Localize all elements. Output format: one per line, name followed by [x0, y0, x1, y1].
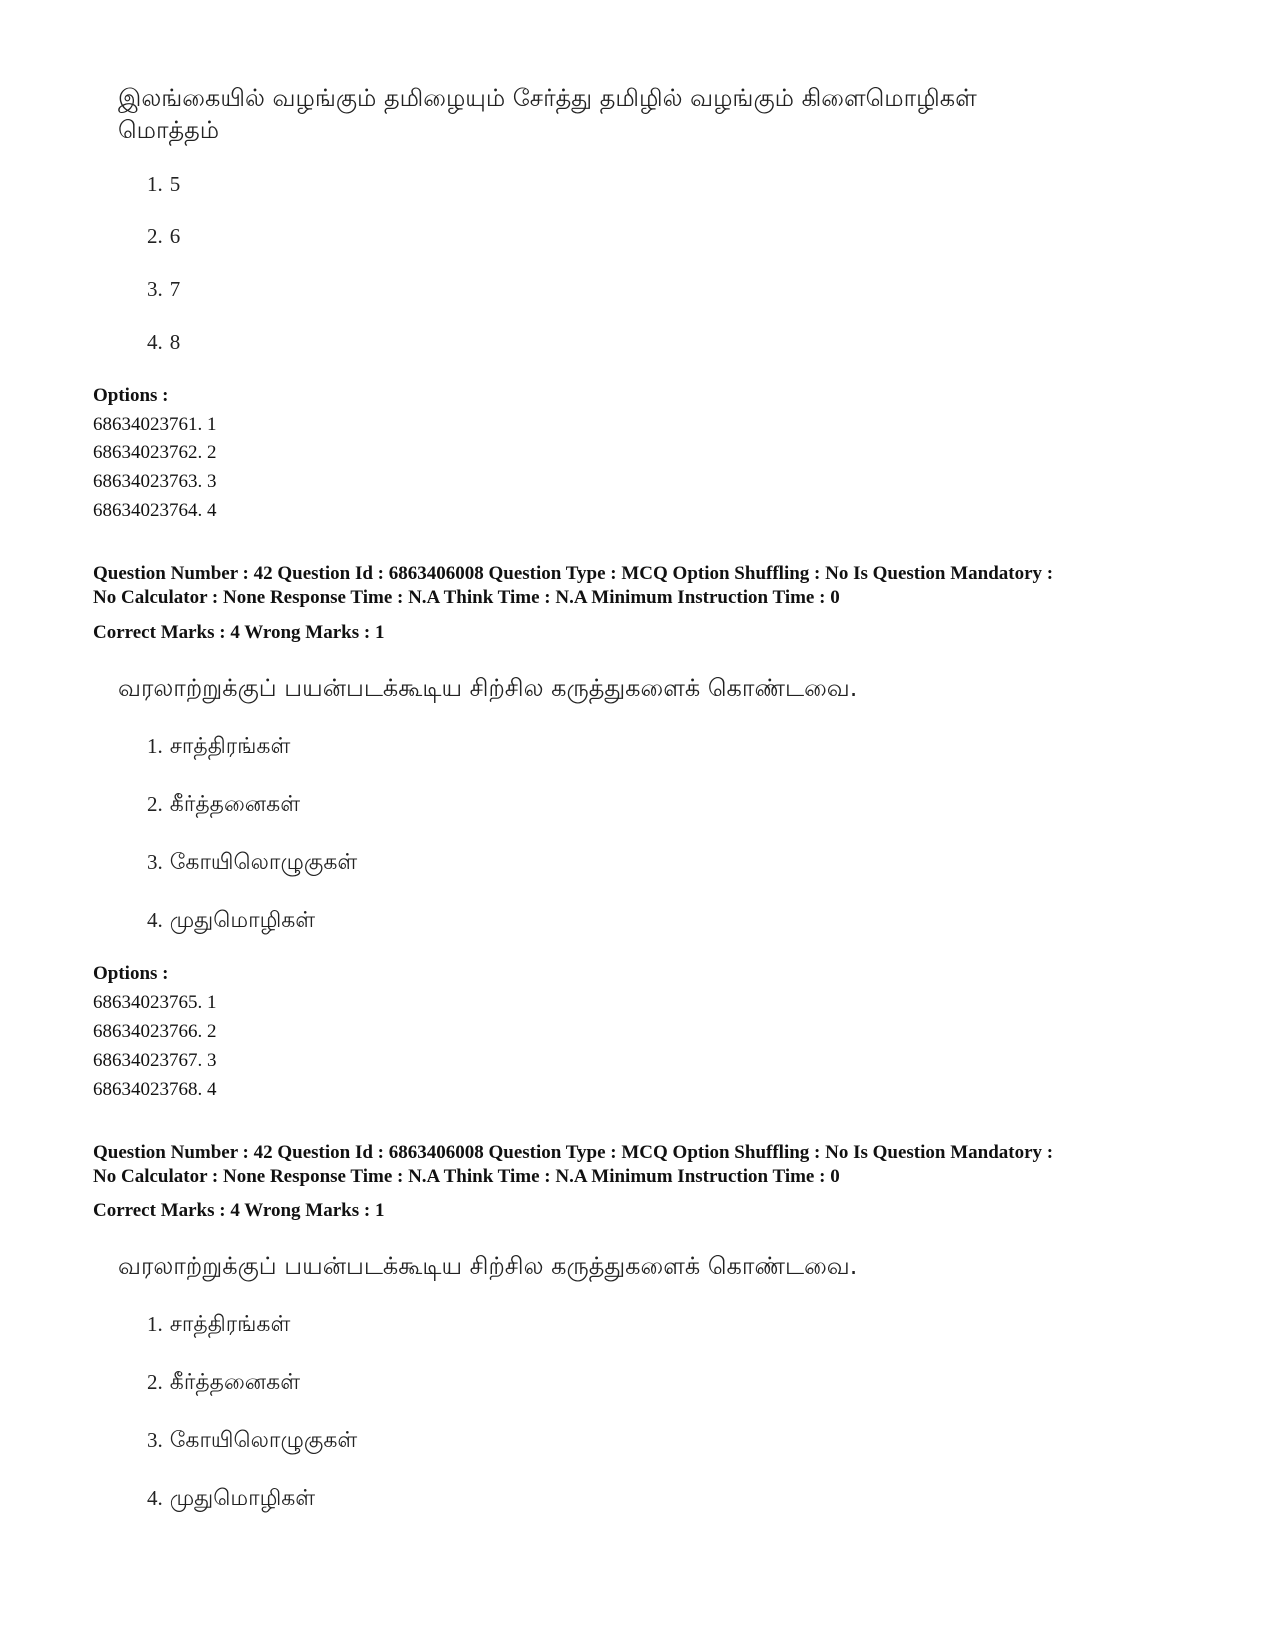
question-text: வரலாற்றுக்குப் பயன்படக்கூடிய சிற்சில கருத்துகளைக் கொண்டவை.	[118, 674, 858, 702]
option-id-line: 68634023764. 4	[93, 500, 217, 521]
option-id-line: 68634023765. 1	[93, 992, 217, 1013]
options-heading: Options :	[93, 963, 169, 984]
choice-item	[147, 222, 180, 251]
option-id-line: 68634023761. 1	[93, 414, 217, 435]
choice-item	[147, 790, 300, 819]
option-id-line: 68634023763. 3	[93, 471, 217, 492]
choice-number: 4.	[147, 330, 163, 354]
question-meta-line: No Calculator : None Response Time : N.A Think Time : N.A Minimum Instruction Time : 0	[93, 1166, 840, 1187]
choice-text: 7	[169, 277, 181, 301]
question-text: வரலாற்றுக்குப் பயன்படக்கூடிய சிற்சில கருத்துகளைக் கொண்டவை.	[118, 1252, 858, 1280]
choice-text: 5	[169, 172, 181, 196]
choice-number: 2.	[147, 792, 163, 816]
choice-text: 6	[169, 224, 181, 248]
choice-number: 4.	[147, 908, 163, 932]
option-id-line: 68634023768. 4	[93, 1079, 217, 1100]
choice-text: முதுமொழிகள்	[169, 908, 316, 933]
choice-number: 3.	[147, 1428, 163, 1452]
choice-text: முதுமொழிகள்	[169, 1486, 316, 1511]
choice-item	[147, 1484, 315, 1513]
choice-text: கோயிலொழுகுகள்	[169, 850, 358, 875]
question-meta-line: No Calculator : None Response Time : N.A Think Time : N.A Minimum Instruction Time : 0	[93, 587, 840, 608]
question-meta-line: Question Number : 42 Question Id : 6863406008 Question Type : MCQ Option Shuffling : No Is Question Mandatory :	[93, 1142, 1054, 1163]
choice-text: கோயிலொழுகுகள்	[169, 1428, 358, 1453]
question-meta	[93, 1141, 1213, 1189]
choice-number: 3.	[147, 850, 163, 874]
choice-item	[147, 328, 180, 357]
marks-line: Correct Marks : 4 Wrong Marks : 1	[93, 622, 385, 643]
choice-item	[147, 848, 357, 877]
choice-item	[147, 170, 180, 199]
option-id-line: 68634023762. 2	[93, 442, 217, 463]
option-id-line: 68634023767. 3	[93, 1050, 217, 1071]
marks-line: Correct Marks : 4 Wrong Marks : 1	[93, 1200, 385, 1221]
options-heading: Options :	[93, 385, 169, 406]
choice-text: சாத்திரங்கள்	[169, 1312, 291, 1337]
choice-item	[147, 1368, 300, 1397]
question-meta-line: Question Number : 42 Question Id : 6863406008 Question Type : MCQ Option Shuffling : No Is Question Mandatory :	[93, 563, 1054, 584]
question-text-line: மொத்தம்	[118, 116, 220, 144]
question-meta	[93, 562, 1213, 610]
choice-item	[147, 906, 315, 935]
choice-number: 1.	[147, 172, 163, 196]
choice-item	[147, 275, 180, 304]
choice-text: கீர்த்தனைகள்	[169, 792, 301, 817]
choice-item	[147, 1310, 290, 1339]
choice-text: கீர்த்தனைகள்	[169, 1370, 301, 1395]
choice-item	[147, 732, 290, 761]
option-id-line: 68634023766. 2	[93, 1021, 217, 1042]
choice-number: 2.	[147, 1370, 163, 1394]
choice-item	[147, 1426, 357, 1455]
choice-text: சாத்திரங்கள்	[169, 734, 291, 759]
choice-number: 1.	[147, 1312, 163, 1336]
choice-number: 2.	[147, 224, 163, 248]
choice-number: 4.	[147, 1486, 163, 1510]
choice-number: 1.	[147, 734, 163, 758]
question-text	[118, 82, 1178, 146]
choice-number: 3.	[147, 277, 163, 301]
choice-text: 8	[169, 330, 181, 354]
question-text-line: இலங்கையில் வழங்கும் தமிழையும் சேர்த்து தமிழில் வழங்கும் கிளைமொழிகள்	[118, 84, 977, 112]
